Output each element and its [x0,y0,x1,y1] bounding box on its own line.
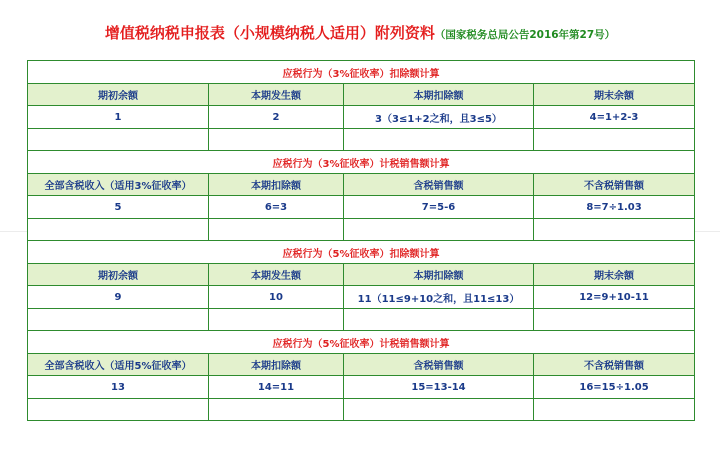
line-number-row [28,376,695,399]
entry-cell[interactable] [344,219,534,241]
column-header: 本期扣除额 [209,174,344,196]
line-number-cell: 10 [209,286,344,309]
column-header: 全部含税收入（适用5%征收率） [28,354,209,376]
line-number-row [28,286,695,309]
line-number-cell: 15=13-14 [344,376,534,399]
entry-cell[interactable] [28,219,209,241]
schedule-table [27,60,695,421]
column-header: 含税销售额 [344,174,534,196]
line-number-cell: 1 [28,106,209,129]
section-heading-row [28,331,695,354]
entry-cell[interactable] [534,399,695,421]
line-number-cell: 4=1+2-3 [534,106,695,129]
line-number-row [28,196,695,219]
column-header: 本期扣除额 [209,354,344,376]
entry-cell[interactable] [534,219,695,241]
column-header: 期初余额 [28,84,209,106]
entry-row [28,129,695,151]
line-number-cell: 6=3 [209,196,344,219]
column-header: 不含税销售额 [534,354,695,376]
line-number-cell: 12=9+10-11 [534,286,695,309]
column-header: 本期发生额 [209,84,344,106]
line-number-cell: 16=15÷1.05 [534,376,695,399]
column-header: 全部含税收入（适用3%征收率） [28,174,209,196]
column-header-row [28,84,695,106]
form-title-main: 增值税纳税申报表（小规模纳税人适用）附列资料 [104,24,435,42]
column-header: 含税销售额 [344,354,534,376]
form-title [0,22,720,43]
entry-cell[interactable] [209,309,344,331]
form-title-source: （国家税务总局公告2016年第27号） [434,29,616,41]
section-heading: 应税行为（3%征收率）扣除额计算 [28,61,695,84]
line-number-cell: 13 [28,376,209,399]
column-header: 期初余额 [28,264,209,286]
column-header: 不含税销售额 [534,174,695,196]
entry-cell[interactable] [209,399,344,421]
column-header: 期末余额 [534,84,695,106]
entry-cell[interactable] [28,399,209,421]
entry-cell[interactable] [28,129,209,151]
section-heading: 应税行为（5%征收率）扣除额计算 [28,241,695,264]
entry-cell[interactable] [209,129,344,151]
column-header-row [28,264,695,286]
line-number-row [28,106,695,129]
entry-cell[interactable] [209,219,344,241]
section-heading-row [28,61,695,84]
section-heading-row [28,241,695,264]
entry-cell[interactable] [344,309,534,331]
column-header-row [28,174,695,196]
entry-row [28,399,695,421]
entry-row [28,219,695,241]
line-number-cell: 11（11≤9+10之和，且11≤13） [344,286,534,309]
column-header: 本期发生额 [209,264,344,286]
line-number-cell: 5 [28,196,209,219]
line-number-cell: 3（3≤1+2之和，且3≤5） [344,106,534,129]
entry-cell[interactable] [28,309,209,331]
section-heading-row [28,151,695,174]
line-number-cell: 8=7÷1.03 [534,196,695,219]
entry-cell[interactable] [344,129,534,151]
line-number-cell: 7=5-6 [344,196,534,219]
entry-cell[interactable] [534,129,695,151]
entry-cell[interactable] [344,399,534,421]
line-number-cell: 14=11 [209,376,344,399]
entry-row [28,309,695,331]
column-header: 本期扣除额 [344,264,534,286]
column-header-row [28,354,695,376]
column-header: 本期扣除额 [344,84,534,106]
line-number-cell: 2 [209,106,344,129]
line-number-cell: 9 [28,286,209,309]
column-header: 期末余额 [534,264,695,286]
section-heading: 应税行为（3%征收率）计税销售额计算 [28,151,695,174]
section-heading: 应税行为（5%征收率）计税销售额计算 [28,331,695,354]
entry-cell[interactable] [534,309,695,331]
